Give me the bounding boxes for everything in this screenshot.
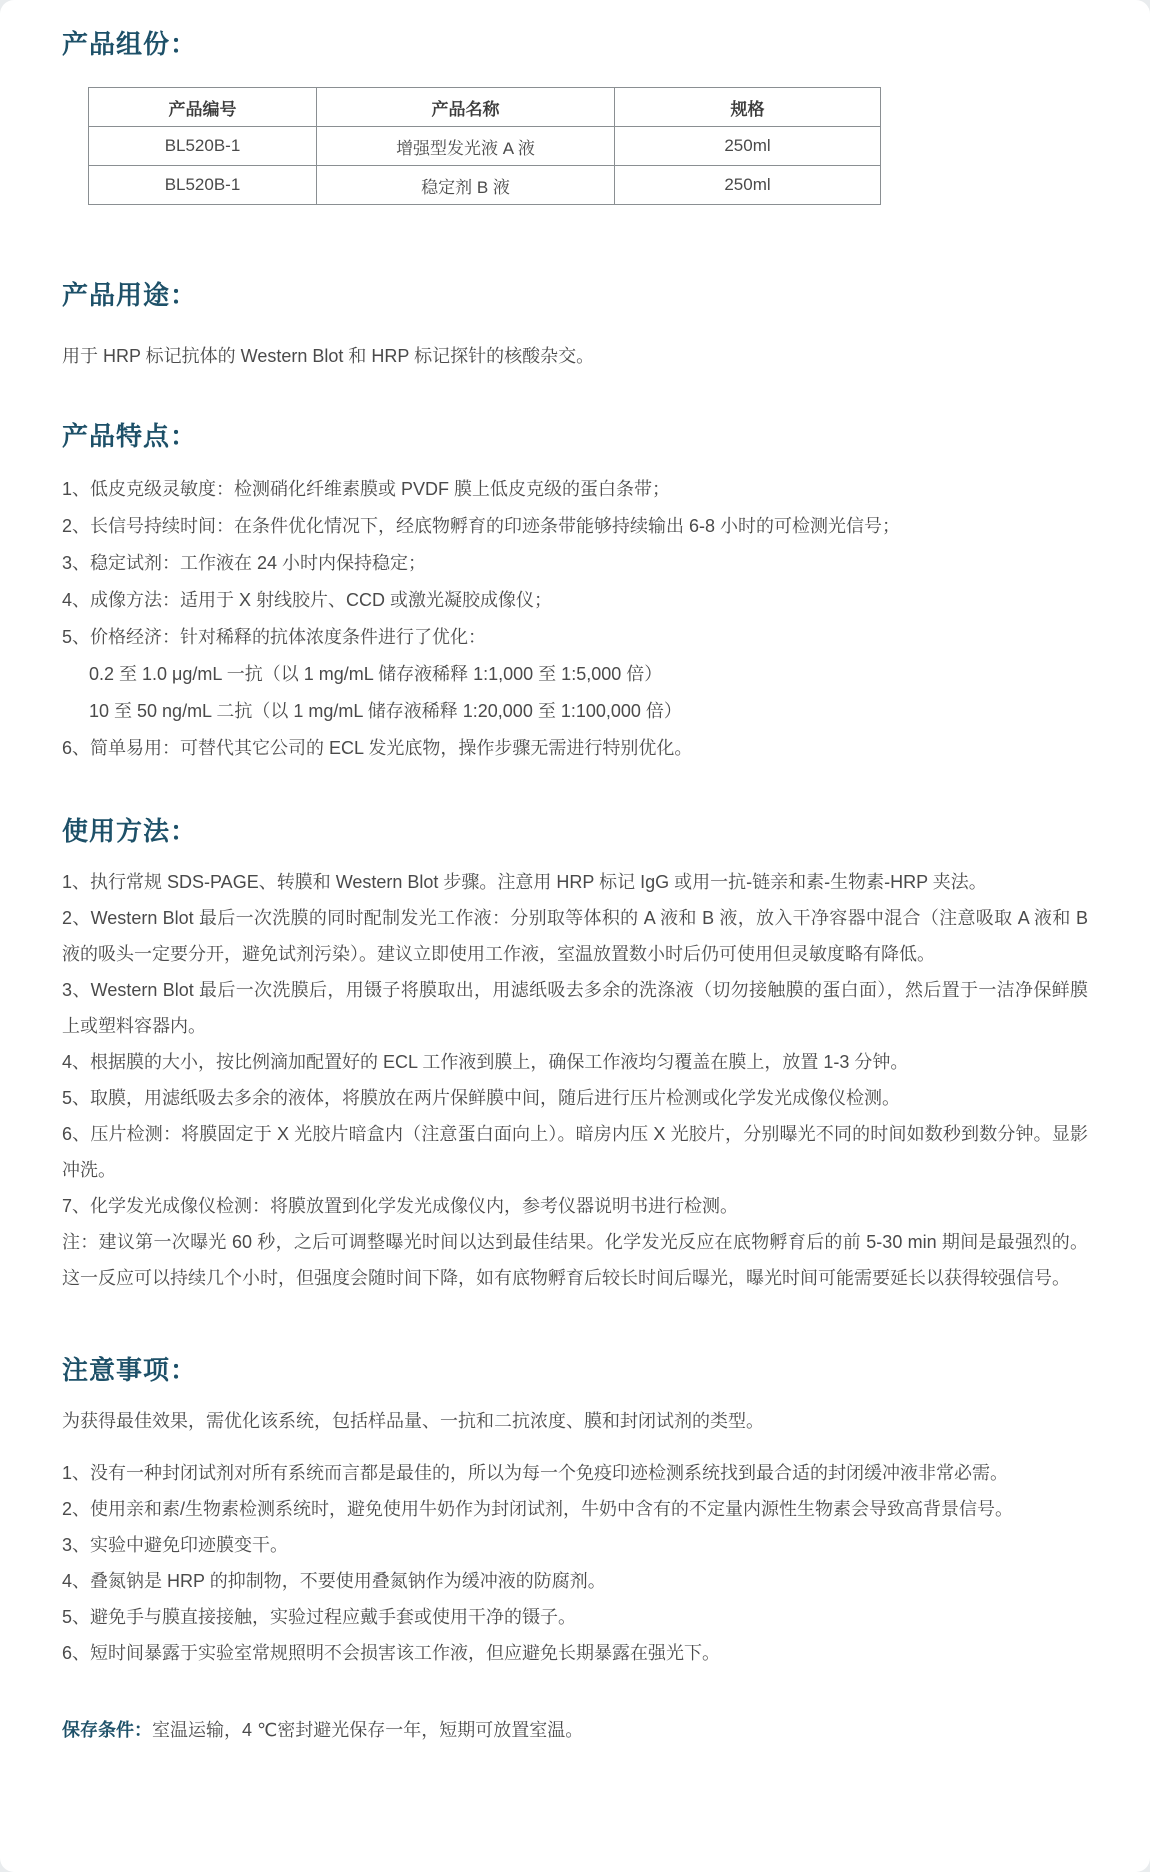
feature-item: 10 至 50 ng/mL 二抗（以 1 mg/mL 储存液稀释 1:20,000 至 1:100,000 倍） [89,701,682,721]
method-list [62,864,1088,1224]
method-heading: 使用方法： [62,816,198,846]
feature-item: 6、简单易用：可替代其它公司的 ECL 发光底物，操作步骤无需进行特别优化。 [62,738,693,758]
feature-item: 4、成像方法：适用于 X 射线胶片、CCD 或激光凝胶成像仪； [62,590,553,610]
table-header-cell: 规格 [615,88,881,127]
feature-item: 2、长信号持续时间：在条件优化情况下，经底物孵育的印迹条带能够持续输出 6-8 小时的可检测光信号； [62,516,901,536]
precaution-item: 2、使用亲和素/生物素检测系统时，避免使用牛奶作为封闭试剂，牛奶中含有的不定量内源性生物素会导致高背景信号。 [62,1499,1014,1519]
feature-item: 0.2 至 1.0 μg/mL 一抗（以 1 mg/mL 储存液稀释 1:1,000 至 1:5,000 倍） [89,664,663,684]
cell-product-spec: 250ml [615,127,881,166]
precaution-item: 4、叠氮钠是 HRP 的抑制物，不要使用叠氮钠作为缓冲液的防腐剂。 [62,1571,606,1591]
cell-product-spec: 250ml [615,166,881,205]
method-step: 4、根据膜的大小，按比例滴加配置好的 ECL 工作液到膜上，确保工作液均匀覆盖在膜上，放置 1-3 分钟。 [62,1052,909,1072]
table-row [89,166,881,205]
method-step: 1、执行常规 SDS-PAGE、转膜和 Western Blot 步骤。注意用 HRP 标记 IgG 或用一抗-链亲和素-生物素-HRP 夹法。 [62,872,987,892]
precautions-list [62,1455,1088,1671]
precaution-item: 1、没有一种封闭试剂对所有系统而言都是最佳的，所以为每一个免疫印迹检测系统找到最合适的封闭缓冲液非常必需。 [62,1463,1009,1483]
table-header-cell: 产品编号 [89,88,317,127]
table-row [89,127,881,166]
section-features [62,416,1088,767]
section-precautions [62,1350,1088,1671]
section-method [62,811,1088,1296]
components-heading: 产品组份： [62,29,198,59]
precaution-item: 3、实验中避免印迹膜变干。 [62,1535,289,1555]
cell-product-name: 增强型发光液 A 液 [317,127,615,166]
method-note: 注：建议第一次曝光 60 秒，之后可调整曝光时间以达到最佳结果。化学发光反应在底物孵育后的前 5-30 min 期间是最强烈的。这一反应可以持续几个小时，但强度会随时间下降，如有底物孵育后较长时间后曝光，曝光时间可能需要延长以获得较强信号。 [62,1232,1088,1288]
section-usage [62,275,1088,368]
storage-label: 保存条件： [62,1720,152,1740]
table-header-row [89,88,881,127]
table-header-cell: 产品名称 [317,88,615,127]
method-step: 3、Western Blot 最后一次洗膜后，用镊子将膜取出，用滤纸吸去多余的洗涤液（切勿接触膜的蛋白面），然后置于一洁净保鲜膜上或塑料容器内。 [62,980,1088,1036]
section-components [62,24,1088,205]
storage-conditions [62,1715,1088,1745]
cell-product-code: BL520B-1 [89,127,317,166]
cell-product-name: 稳定剂 B 液 [317,166,615,205]
cell-product-code: BL520B-1 [89,166,317,205]
method-step: 2、Western Blot 最后一次洗膜的同时配制发光工作液：分别取等体积的 A 液和 B 液，放入干净容器中混合（注意吸取 A 液和 B 液的吸头一定要分开，避免试剂污染）。建议立即使用工作液，室温放置数小时后仍可使用但灵敏度略有降低。 [62,908,1088,964]
features-heading: 产品特点： [62,421,198,451]
feature-item: 5、价格经济：针对稀释的抗体浓度条件进行了优化： [62,627,487,647]
precaution-item: 6、短时间暴露于实验室常规照明不会损害该工作液，但应避免长期暴露在强光下。 [62,1643,721,1663]
precaution-item: 5、避免手与膜直接接触，实验过程应戴手套或使用干净的镊子。 [62,1607,577,1627]
method-step: 6、压片检测：将膜固定于 X 光胶片暗盒内（注意蛋白面向上）。暗房内压 X 光胶片，分别曝光不同的时间如数秒到数分钟。显影冲洗。 [62,1124,1088,1180]
feature-item: 1、低皮克级灵敏度：检测硝化纤维素膜或 PVDF 膜上低皮克级的蛋白条带； [62,479,671,499]
feature-item: 3、稳定试剂：工作液在 24 小时内保持稳定； [62,553,427,573]
components-table [88,87,881,205]
precautions-heading: 注意事项： [62,1355,198,1385]
usage-text: 用于 HRP 标记抗体的 Western Blot 和 HRP 标记探针的核酸杂交。 [62,346,595,366]
precautions-intro: 为获得最佳效果，需优化该系统，包括样品量、一抗和二抗浓度、膜和封闭试剂的类型。 [62,1411,764,1431]
features-list [62,471,1088,767]
usage-heading: 产品用途： [62,280,198,310]
method-step: 7、化学发光成像仪检测：将膜放置到化学发光成像仪内，参考仪器说明书进行检测。 [62,1196,739,1216]
storage-text: 室温运输，4 ℃密封避光保存一年，短期可放置室温。 [152,1720,584,1740]
method-step: 5、取膜，用滤纸吸去多余的液体，将膜放在两片保鲜膜中间，随后进行压片检测或化学发光成像仪检测。 [62,1088,901,1108]
